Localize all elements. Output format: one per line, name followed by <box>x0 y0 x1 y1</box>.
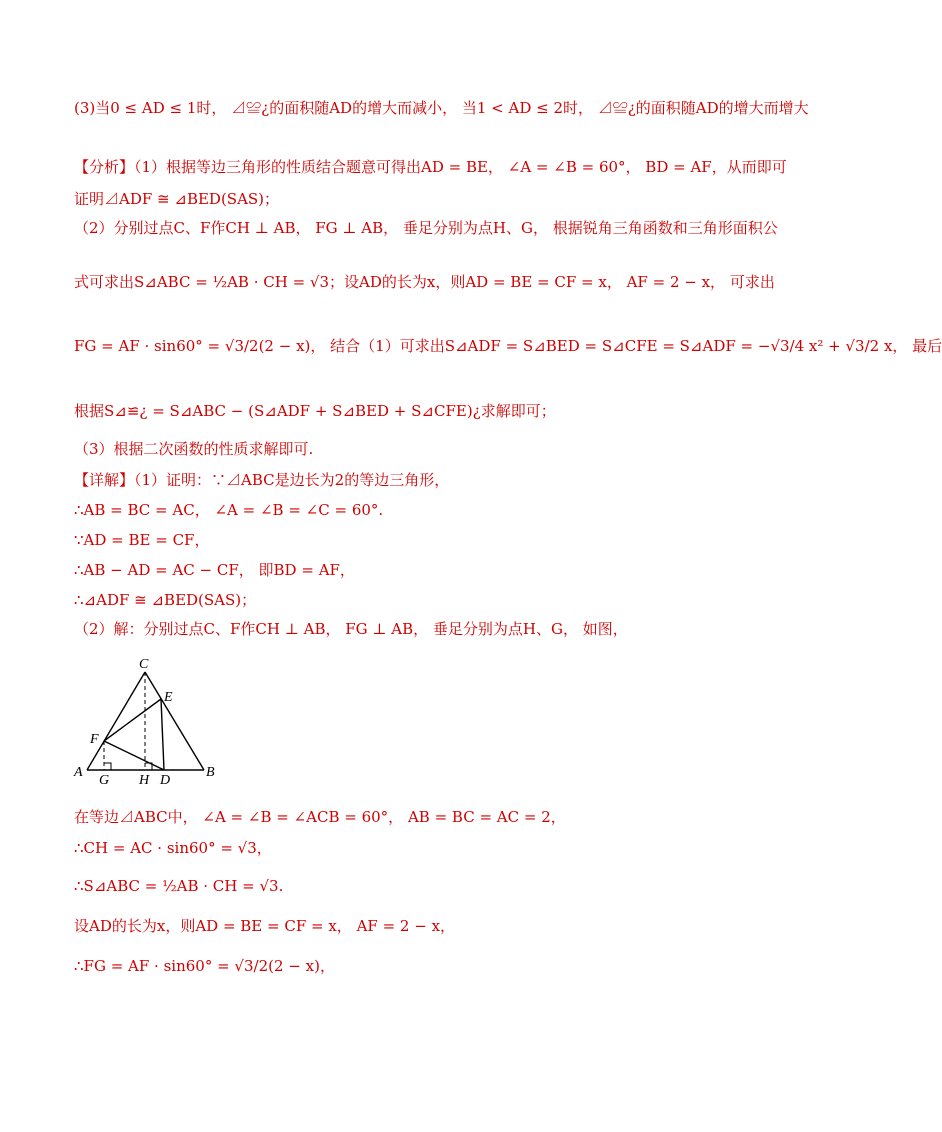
text-line-2: 【分析】（1）根据等边三角形的性质结合题意可得出AD = BE， ∠A = ∠B = 60°， BD = AF，从而即可 <box>74 158 787 176</box>
text-line-1: (3)当0 ≤ AD ≤ 1时， ⊿≌¿的面积随AD的增大而减小， 当1 < AD ≤ 2时， ⊿≌¿的面积随AD的增大而增大 <box>74 99 809 117</box>
triangle-diagram <box>70 652 230 787</box>
text-line-19: ∴FG = AF · sin60° = √3/2(2 − x)， <box>74 957 335 975</box>
text-line-14: （2）解：分别过点C、F作CH ⊥ AB， FG ⊥ AB， 垂足分别为点H、G， 如图， <box>74 620 628 638</box>
label-c: C <box>139 657 149 672</box>
text-line-13: ∴⊿ADF ≅ ⊿BED(SAS)； <box>74 591 257 609</box>
text-line-17: ∴S⊿ABC = ½AB · CH = √3. <box>74 877 284 895</box>
text-line-8: （3）根据二次函数的性质求解即可. <box>74 440 314 458</box>
text-line-5: 式可求出S⊿ABC = ½AB · CH = √3；设AD的长为x，则AD = BE = CF = x， AF = 2 − x， 可求出 <box>74 273 775 291</box>
text-line-6: FG = AF · sin60° = √3/2(2 − x)， 结合（1）可求出S⊿ADF = S⊿BED = S⊿CFE = S⊿ADF = −√3/4 x² + √3/2 x， 最后 <box>74 337 942 355</box>
text-line-7: 根据S⊿≌¿ = S⊿ABC − (S⊿ADF + S⊿BED + S⊿CFE)¿求解即可； <box>74 402 556 420</box>
text-line-18: 设AD的长为x，则AD = BE = CF = x， AF = 2 − x， <box>74 917 456 935</box>
text-line-12: ∴AB − AD = AC − CF， 即BD = AF， <box>74 561 355 579</box>
text-line-11: ∵AD = BE = CF， <box>74 531 210 549</box>
label-a: A <box>74 765 83 780</box>
label-b: B <box>206 765 215 780</box>
text-line-15: 在等边⊿ABC中， ∠A = ∠B = ∠ACB = 60°， AB = BC = AC = 2， <box>74 808 566 826</box>
label-f: F <box>90 732 99 747</box>
text-line-9: 【详解】（1）证明：∵⊿ABC是边长为2的等边三角形， <box>74 471 450 489</box>
label-h: H <box>139 773 150 788</box>
text-line-3: 证明⊿ADF ≅ ⊿BED(SAS)； <box>74 190 280 208</box>
text-line-16: ∴CH = AC · sin60° = √3， <box>74 839 272 857</box>
text-line-4: （2）分别过点C、F作CH ⊥ AB， FG ⊥ AB， 垂足分别为点H、G， 根据锐角三角函数和三角形面积公 <box>74 219 778 237</box>
text-line-10: ∴AB = BC = AC， ∠A = ∠B = ∠C = 60°. <box>74 501 384 519</box>
label-g: G <box>99 773 110 788</box>
label-d: D <box>160 773 171 788</box>
label-e: E <box>164 690 173 705</box>
